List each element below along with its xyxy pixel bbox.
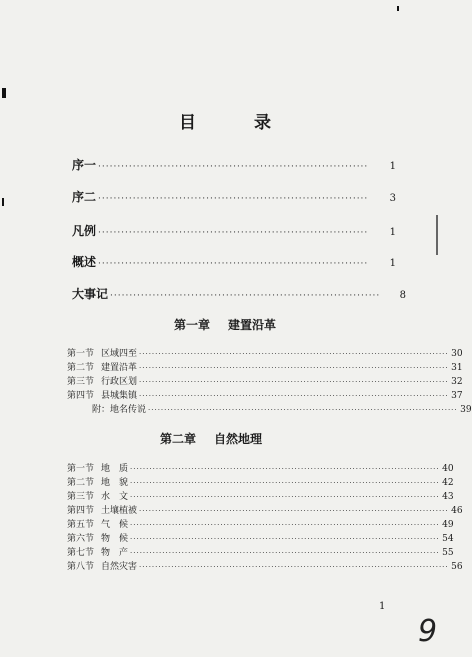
entry-label: 序一 <box>72 158 97 172</box>
entry-label: 凡例 <box>72 224 97 238</box>
section-number: 第二节 <box>67 363 95 373</box>
leader-dots: ································································································ <box>139 364 449 372</box>
leader-dots: ······································································ <box>110 291 381 301</box>
entry-label: 序二 <box>72 190 97 204</box>
section-page: 40 <box>442 464 454 474</box>
section-number: 第五节 <box>67 520 95 530</box>
section-title: 附：地名传说 <box>92 405 147 415</box>
section-row <box>67 461 454 474</box>
section-title: 区域四至 <box>101 349 138 359</box>
section-page: 56 <box>451 562 463 572</box>
section-title: 土壤植被 <box>101 506 138 516</box>
leader-dots: ······································································ <box>98 259 369 269</box>
toc-entry-dashiji <box>72 285 406 302</box>
section-page: 54 <box>442 534 454 544</box>
section-title: 气 候 <box>101 520 129 530</box>
section-row <box>67 531 454 544</box>
section-row <box>67 475 454 488</box>
entry-page: 8 <box>399 290 406 301</box>
section-number: 第四节 <box>67 506 95 516</box>
section-row <box>67 388 463 401</box>
section-row <box>67 559 463 572</box>
section-title: 水 文 <box>101 492 129 502</box>
section-page: 42 <box>442 478 454 488</box>
section-number: 第七节 <box>67 548 95 558</box>
toc-entry-fanli <box>72 222 396 239</box>
toc-entry-xu2 <box>72 188 396 205</box>
section-row <box>67 489 454 502</box>
chapter-name: 自然地理 <box>214 432 263 446</box>
handwritten-mark: 9 <box>418 614 438 649</box>
entry-page: 3 <box>389 193 396 204</box>
leader-dots: ······································································ <box>98 228 369 238</box>
entry-page: 1 <box>389 227 396 238</box>
leader-dots: ································································································ <box>130 493 440 501</box>
section-number: 第六节 <box>67 534 95 544</box>
section-page: 31 <box>451 363 463 373</box>
section-number: 第八节 <box>67 562 95 572</box>
chapter-name: 建置沿革 <box>228 318 277 332</box>
page-title: 目 录 <box>179 113 297 133</box>
section-row <box>67 517 454 530</box>
leader-dots: ································································································ <box>139 350 449 358</box>
section-number: 第一节 <box>67 349 95 359</box>
leader-dots: ································································································ <box>130 521 440 529</box>
leader-dots: ································································································ <box>130 465 440 473</box>
section-row <box>67 374 463 387</box>
scan-mark-top <box>397 6 399 11</box>
entry-label: 大事记 <box>72 287 109 301</box>
section-number: 第三节 <box>67 377 95 387</box>
scan-mark-right <box>436 215 438 255</box>
leader-dots: ································································································ <box>139 563 449 571</box>
entry-label: 概述 <box>72 255 97 269</box>
leader-dots: ······································································ <box>98 194 369 204</box>
leader-dots: ································································································ <box>130 535 440 543</box>
section-row <box>67 360 463 373</box>
entry-page: 1 <box>389 161 396 172</box>
section-number: 第四节 <box>67 391 95 401</box>
chapter-number: 第二章 <box>160 432 197 446</box>
section-title: 物 产 <box>101 548 129 558</box>
section-title: 自然灾害 <box>101 562 138 572</box>
toc-entry-gaishu <box>72 253 396 270</box>
leader-dots: ······································································ <box>98 162 369 172</box>
leader-dots: ································································································ <box>130 549 440 557</box>
page-number: 1 <box>379 601 386 612</box>
scan-mark-left <box>2 88 6 98</box>
section-page: 55 <box>442 548 454 558</box>
chapter-2-heading <box>160 430 262 447</box>
section-title: 县城集镇 <box>101 391 138 401</box>
scan-mark-left-2 <box>2 198 4 206</box>
section-row <box>67 545 454 558</box>
section-number: 第二节 <box>67 478 95 488</box>
leader-dots: ································································································ <box>139 392 449 400</box>
section-title: 地 貌 <box>101 478 129 488</box>
section-title: 行政区划 <box>101 377 138 387</box>
entry-page: 1 <box>389 258 396 269</box>
section-page: 49 <box>442 520 454 530</box>
toc-entry-xu1 <box>72 156 396 173</box>
section-number: 第一节 <box>67 464 95 474</box>
section-title: 地 质 <box>101 464 129 474</box>
chapter-1-heading <box>174 316 276 333</box>
section-page: 43 <box>442 492 454 502</box>
section-page: 32 <box>451 377 463 387</box>
leader-dots: ································································································ <box>139 378 449 386</box>
section-title: 物 候 <box>101 534 129 544</box>
chapter-number: 第一章 <box>174 318 211 332</box>
section-row-appendix <box>92 402 472 415</box>
section-page: 46 <box>451 506 463 516</box>
leader-dots: ································································································ <box>139 507 449 515</box>
leader-dots: ································································································ <box>148 406 458 414</box>
section-row <box>67 346 463 359</box>
section-title: 建置沿革 <box>101 363 138 373</box>
section-page: 30 <box>451 349 463 359</box>
section-page: 37 <box>451 391 463 401</box>
section-row <box>67 503 463 516</box>
section-page: 39 <box>460 405 472 415</box>
leader-dots: ································································································ <box>130 479 440 487</box>
section-number: 第三节 <box>67 492 95 502</box>
